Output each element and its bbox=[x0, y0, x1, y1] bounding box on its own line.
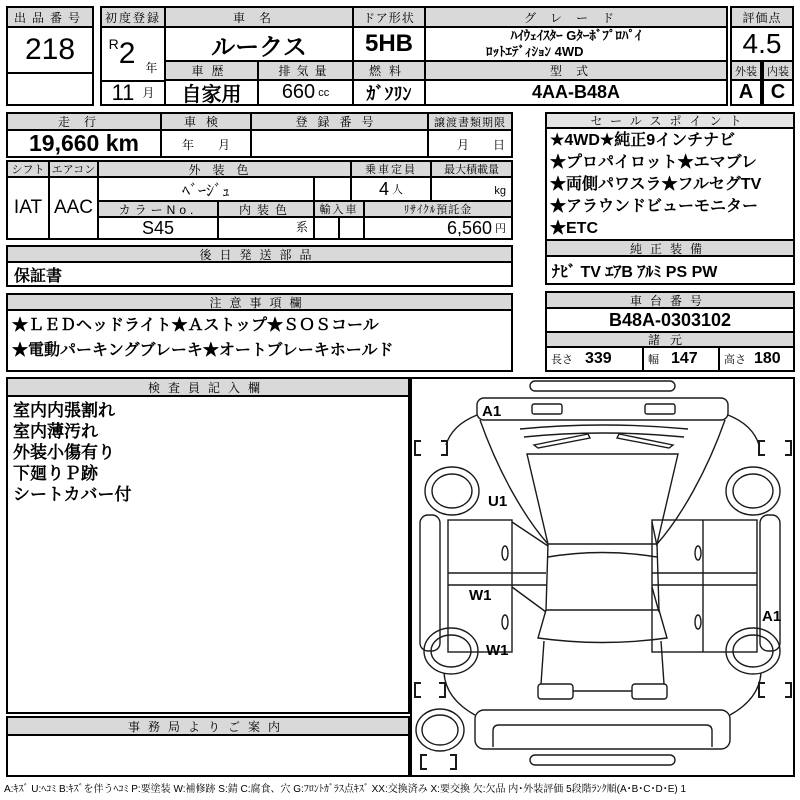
spec-header: 諸元 bbox=[545, 331, 795, 348]
recycle-unit: 円 bbox=[495, 223, 506, 235]
width-value: 147 bbox=[671, 350, 698, 367]
exterior-color-value: ﾍﾞｰｼﾞｭ bbox=[97, 176, 315, 202]
door-handle bbox=[695, 615, 701, 629]
notes-header: 注意事項欄 bbox=[6, 293, 513, 311]
length-value: 339 bbox=[585, 350, 612, 367]
height-value: 180 bbox=[754, 350, 781, 367]
interior-grade-value: C bbox=[762, 79, 794, 106]
max-load-value: kg bbox=[430, 176, 513, 202]
recycle-deposit-header: ﾘｻｲｸﾙ預託金 bbox=[363, 200, 513, 218]
length-label: 長さ bbox=[551, 354, 573, 366]
car-history-value: 自家用 bbox=[164, 79, 259, 106]
car-name-header: 車名 bbox=[164, 6, 354, 28]
wheel-front-right-inner bbox=[733, 474, 773, 508]
hatch-side-left bbox=[541, 641, 544, 684]
plate-number-value bbox=[250, 129, 429, 158]
windshield bbox=[527, 454, 678, 544]
max-load-header: 最大積載量 bbox=[430, 160, 513, 178]
spec-length bbox=[545, 346, 644, 372]
mileage-value: 19,660 km bbox=[6, 129, 162, 158]
exterior-grade-value: A bbox=[730, 79, 762, 106]
wheel-rear-left-inner bbox=[431, 635, 471, 667]
door-handle bbox=[695, 546, 701, 560]
rear-bumper bbox=[475, 710, 730, 749]
lot-number-header: 出品番号 bbox=[6, 6, 94, 28]
rear-fender-right bbox=[730, 673, 761, 715]
displacement-number: 660 bbox=[281, 81, 316, 103]
wiper-left bbox=[534, 434, 590, 448]
projection-line bbox=[512, 587, 546, 612]
inspector-note-line: 外装小傷有り bbox=[13, 443, 115, 462]
cowl-line bbox=[520, 425, 688, 429]
front-bumper bbox=[477, 398, 728, 420]
tail-light-left bbox=[538, 684, 573, 699]
spec-width bbox=[642, 346, 720, 372]
wheel-front-left-inner bbox=[432, 474, 472, 508]
import-cell-b bbox=[338, 216, 365, 240]
front-fender-left bbox=[446, 415, 477, 445]
chassis-number-header: 車台番号 bbox=[545, 291, 795, 309]
hatch-side-right bbox=[661, 641, 664, 684]
damage-mark-a1-right-sill: A1 bbox=[762, 608, 782, 625]
car-name-value: ルークス bbox=[164, 26, 354, 62]
door-shape-value: 5HB bbox=[352, 26, 426, 62]
car-top-view-drawing bbox=[412, 379, 793, 775]
recycle-deposit-value bbox=[363, 216, 513, 240]
sales-point-line: ★アラウンドビューモニター★ETC bbox=[550, 198, 759, 237]
cowl-line bbox=[524, 433, 684, 437]
a-pillar-left bbox=[480, 420, 548, 544]
roof-side-left bbox=[546, 544, 548, 610]
inspector-note-line: シートカバー付 bbox=[13, 485, 132, 504]
score-value: 4.5 bbox=[730, 26, 794, 62]
inspector-note-line: 室内薄汚れ bbox=[13, 422, 98, 441]
rear-fender-left bbox=[444, 673, 475, 715]
inspector-note-line: 室内内張割れ bbox=[13, 401, 115, 420]
inspection-header: 車検 bbox=[160, 112, 252, 131]
notes-line: ★ＬＥＤヘッドライト★Ａストップ★ＳＯＳコール bbox=[12, 317, 379, 334]
transfer-deadline-value: 月 日 bbox=[427, 129, 513, 158]
interior-color-header: 内装色 bbox=[217, 200, 315, 218]
grade-line2: ﾛｯﾄｴﾃﾞｨｼｮﾝ 4WD bbox=[486, 44, 584, 59]
reg-month-unit: 月 bbox=[142, 86, 155, 100]
exterior-color-header: 外装色 bbox=[97, 160, 352, 178]
front-light-left bbox=[532, 404, 562, 414]
shift-value: IAT bbox=[6, 176, 50, 240]
tail-light-right bbox=[632, 684, 667, 699]
reg-year-unit: 年 bbox=[145, 61, 158, 75]
aircon-header: エアコン bbox=[48, 160, 99, 178]
roof-side-right bbox=[657, 544, 659, 610]
oem-equipment-header: 純正装備 bbox=[545, 239, 795, 257]
notes-line: ★電動パーキングブレーキ★オートブレーキホールド bbox=[12, 342, 394, 359]
grade-line1: ﾊｲｳｪｲｽﾀｰ Gﾀｰﾎﾞﾌﾟﾛﾊﾟｲ bbox=[510, 28, 642, 43]
later-parts-header: 後日発送部品 bbox=[6, 245, 513, 263]
reg-month-value: 11 bbox=[111, 80, 135, 105]
door-block-left bbox=[448, 520, 512, 652]
inspector-notes-header: 検査員記入欄 bbox=[6, 377, 410, 397]
exterior-grade-header: 外装 bbox=[730, 60, 762, 81]
grade-value bbox=[424, 26, 728, 62]
grade-header: グレード bbox=[424, 6, 728, 28]
oem-equipment-value: ﾅﾋﾞ TV ｴｱB ｱﾙﾐ PS PW bbox=[545, 255, 795, 285]
aircon-value: AAC bbox=[48, 176, 99, 240]
color-no-value: S45 bbox=[97, 216, 219, 240]
reg-year-value: 2 bbox=[118, 37, 136, 70]
first-registration-header: 初度登録 bbox=[100, 6, 166, 28]
sales-point-line: ★プロパイロット★エマブレ bbox=[550, 154, 758, 171]
model-code-value: 4AA-B48A bbox=[424, 79, 728, 106]
front-fender-right bbox=[728, 415, 759, 445]
inspector-notes-box bbox=[6, 395, 410, 714]
transfer-deadline-header: 譲渡書類期限 bbox=[427, 112, 513, 131]
rear-bumper-inner-line bbox=[493, 725, 712, 747]
first-registration-year bbox=[100, 26, 166, 82]
damage-code-legend: A:ｷｽﾞ U:ﾍｺﾐ B:ｷｽﾞを伴うﾍｺﾐ P:要塗装 W:補修跡 S:錆 C:腐食、穴 G:ﾌﾛﾝﾄｶﾞﾗｽ点ｷｽﾞ XX:交換済み X:要交換 欠:欠品 内･外装評価 5段階ﾗﾝｸ順(A･B･C･D･E) 1 bbox=[4, 784, 687, 795]
capacity-header: 乗車定員 bbox=[350, 160, 432, 178]
sales-point-line: ★4WD★純正9インチナビ bbox=[550, 132, 736, 149]
projection-line bbox=[652, 522, 657, 546]
rear-bottom-bar bbox=[530, 755, 675, 765]
import-cell-a bbox=[313, 216, 340, 240]
damage-mark-w1-left-rear: W1 bbox=[486, 642, 509, 659]
side-sill-right bbox=[760, 515, 780, 651]
plate-number-header: 登録番号 bbox=[250, 112, 429, 131]
office-info-box bbox=[6, 734, 410, 777]
roof-front-line bbox=[548, 553, 657, 558]
front-light-right bbox=[645, 404, 675, 414]
fuel-header: 燃料 bbox=[352, 60, 426, 81]
chassis-number-value: B48A-0303102 bbox=[545, 307, 795, 333]
spec-height bbox=[718, 346, 795, 372]
displacement-header: 排気量 bbox=[257, 60, 354, 81]
capacity-value bbox=[350, 176, 432, 202]
office-info-header: 事務局よりご案内 bbox=[6, 716, 410, 736]
damage-mark-w1-left-door: W1 bbox=[469, 587, 492, 604]
spare-tire-inner bbox=[422, 715, 458, 745]
capacity-number: 4 bbox=[378, 178, 389, 199]
wiper-right bbox=[617, 434, 673, 448]
sales-points-header: セールスポイント bbox=[545, 112, 795, 129]
door-handle bbox=[502, 546, 508, 560]
a-pillar-right bbox=[657, 420, 725, 544]
score-header: 評価点 bbox=[730, 6, 794, 28]
recycle-amount: 6,560 bbox=[446, 217, 492, 238]
inspector-note-line: 下廻りＰ跡 bbox=[13, 464, 98, 483]
door-shape-header: ドア形状 bbox=[352, 6, 426, 28]
inspection-value: 年 月 bbox=[160, 129, 252, 158]
interior-grade-header: 内装 bbox=[762, 60, 794, 81]
door-handle bbox=[502, 615, 508, 629]
height-label: 高さ bbox=[724, 354, 746, 366]
fuel-value: ｶﾞｿﾘﾝ bbox=[352, 79, 426, 106]
front-top-bar bbox=[530, 381, 675, 391]
sales-points-box bbox=[545, 127, 795, 241]
displacement-value bbox=[257, 79, 354, 106]
door-block-right bbox=[652, 520, 757, 652]
model-code-header: 型式 bbox=[424, 60, 728, 81]
era-letter: R bbox=[108, 36, 119, 52]
shift-header: シフト bbox=[6, 160, 50, 178]
projection-line bbox=[512, 522, 548, 546]
damage-mark-a1-front-bumper: A1 bbox=[482, 403, 502, 420]
interior-color-value: 系 bbox=[217, 216, 315, 240]
displacement-unit: cc bbox=[318, 86, 330, 99]
mileage-header: 走行 bbox=[6, 112, 162, 131]
rear-window bbox=[538, 610, 667, 643]
damage-mark-u1-left-fender: U1 bbox=[488, 493, 508, 510]
car-history-header: 車歴 bbox=[164, 60, 259, 81]
lot-number-empty-cell bbox=[6, 72, 94, 106]
import-header: 輸入車 bbox=[313, 200, 365, 218]
later-parts-value: 保証書 bbox=[6, 261, 513, 287]
capacity-unit: 人 bbox=[392, 184, 403, 196]
width-label: 幅 bbox=[648, 354, 659, 366]
first-registration-month bbox=[100, 80, 166, 106]
exterior-color-sub-cell bbox=[313, 176, 352, 202]
color-no-header: カラーNo. bbox=[97, 200, 219, 218]
car-damage-diagram bbox=[410, 377, 795, 777]
lot-number-value: 218 bbox=[6, 26, 94, 74]
sales-point-line: ★両側パワスラ★フルセグTV bbox=[550, 176, 762, 193]
notes-box bbox=[6, 309, 513, 372]
